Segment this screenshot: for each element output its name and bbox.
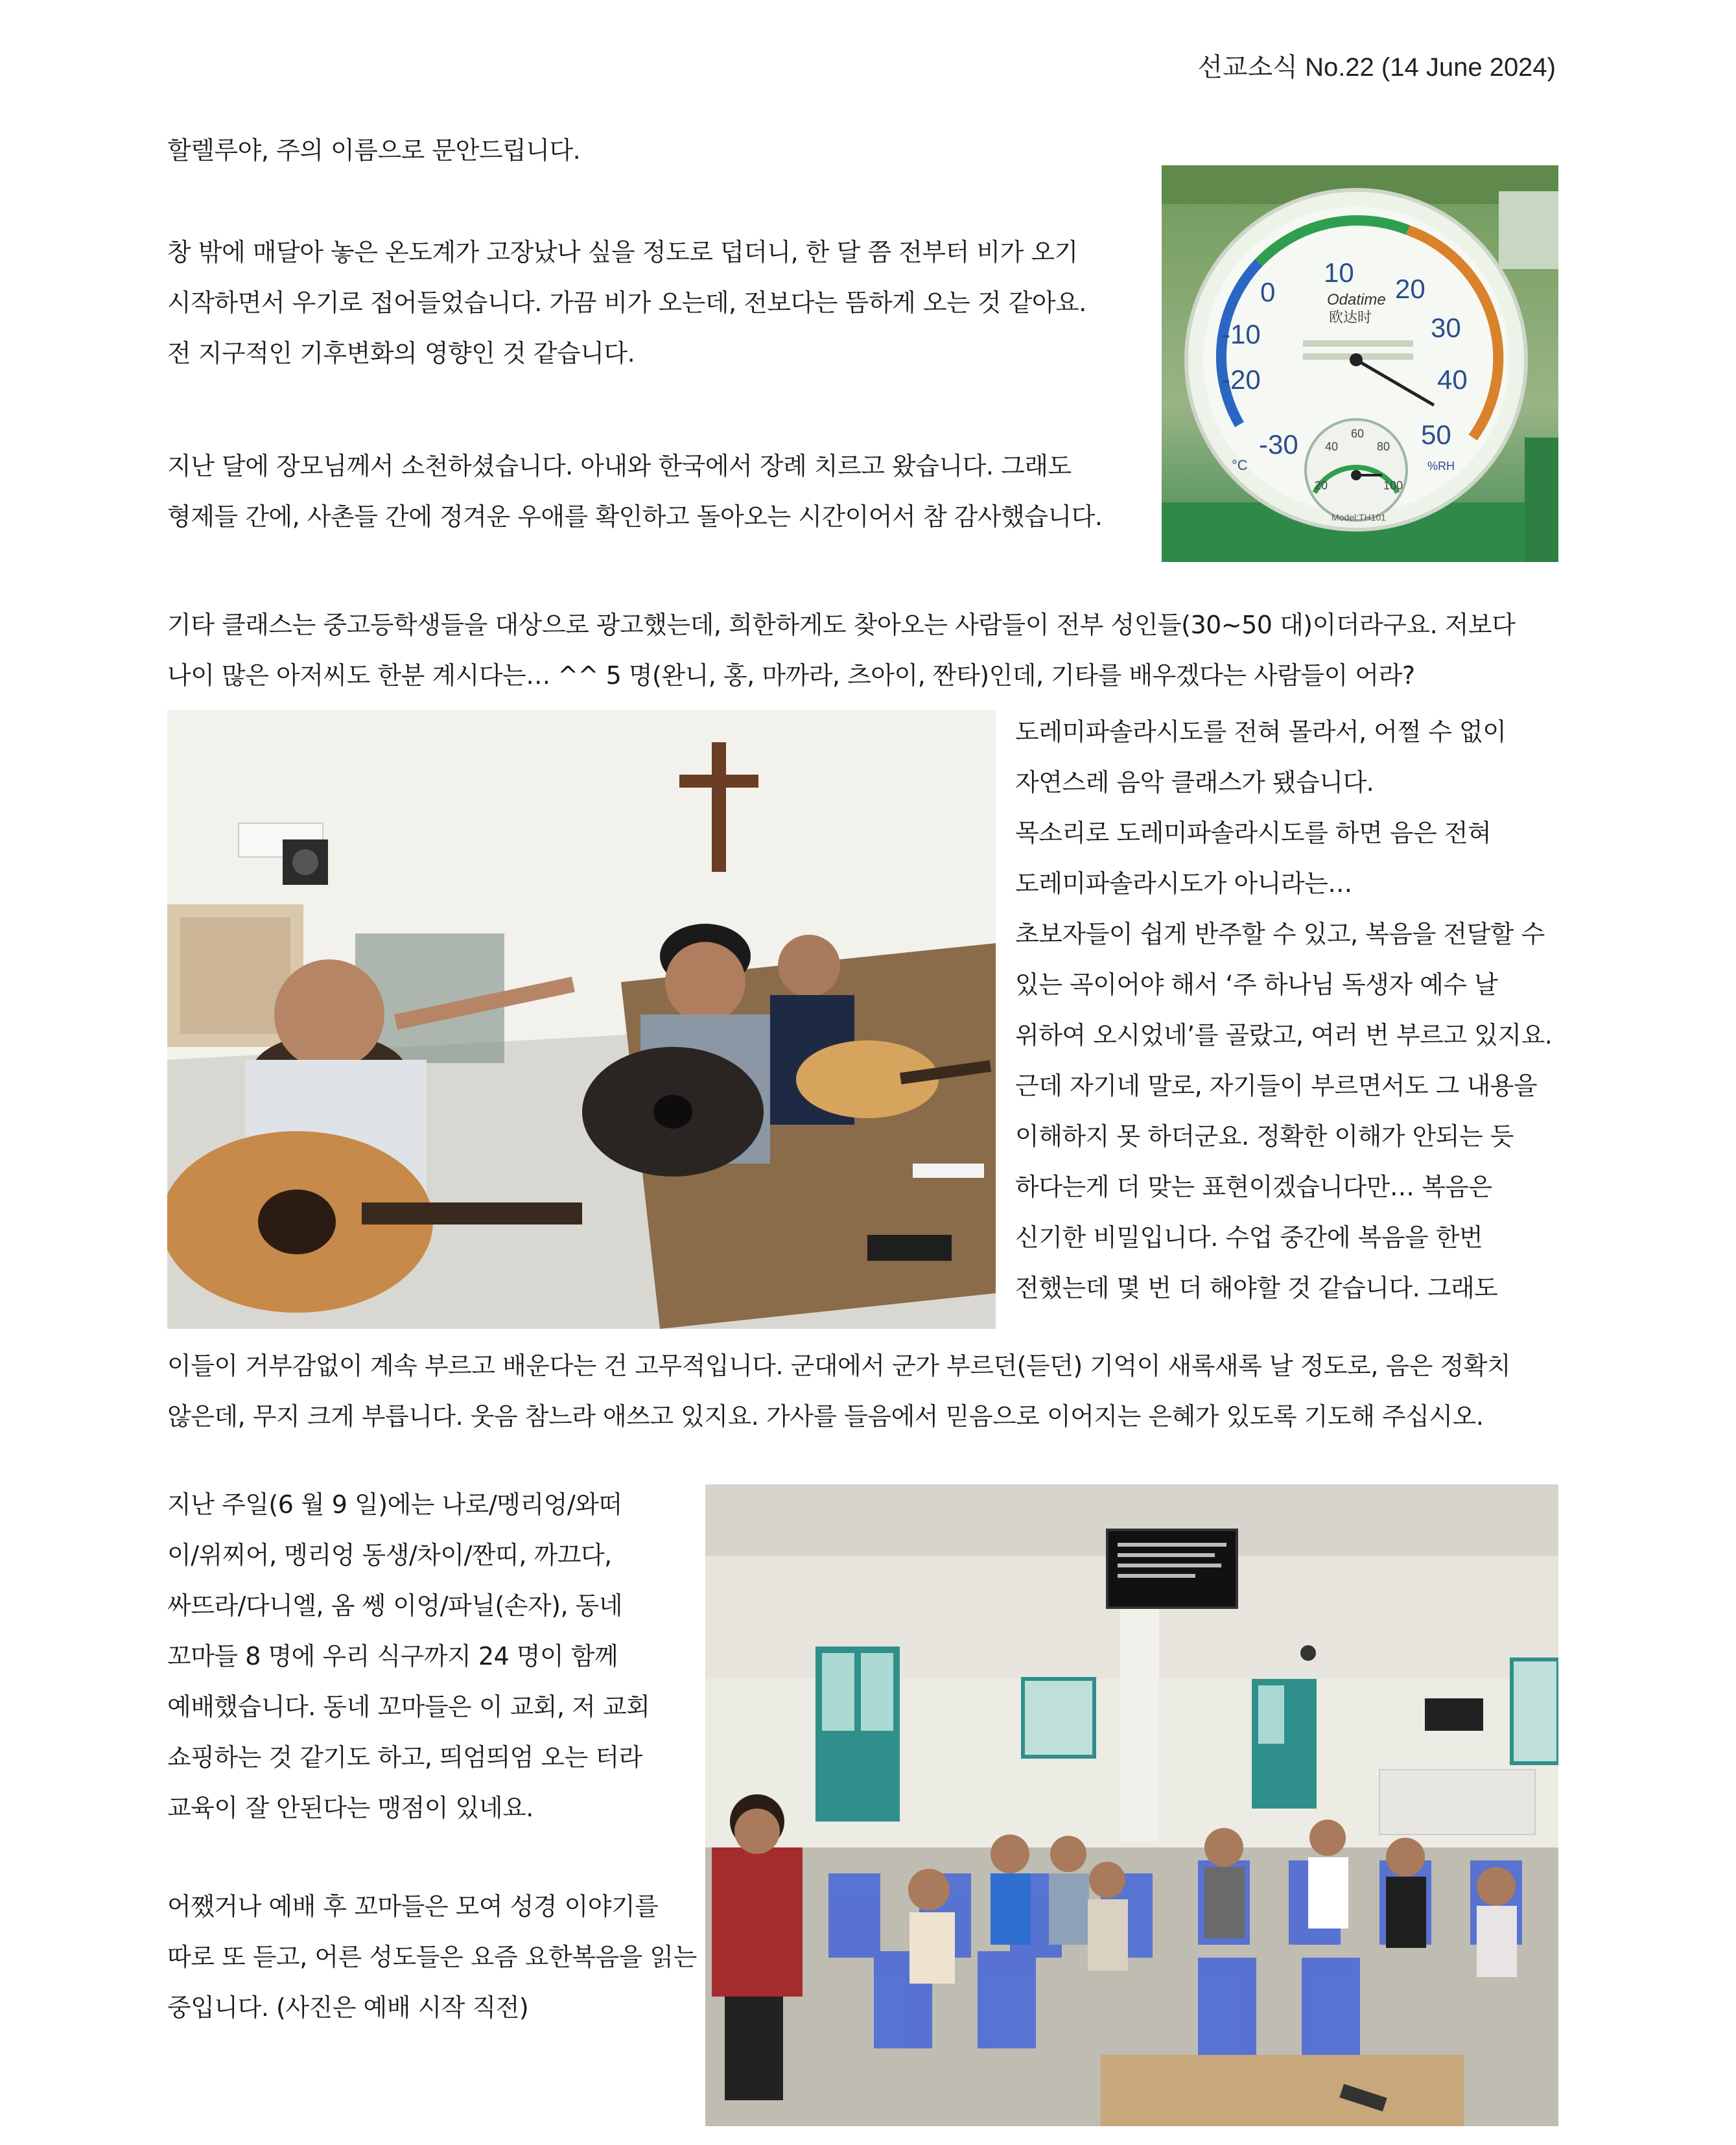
text-line: 교육이 잘 안된다는 맹점이 있네요. xyxy=(167,1794,534,1822)
guitar-side-paragraph xyxy=(1015,707,1552,1313)
text-line: 지난 주일(6 월 9 일)에는 나로/멩리엉/와떠 xyxy=(167,1490,622,1519)
weather-paragraph xyxy=(167,227,1086,379)
text-line: 지난 달에 장모님께서 소천하셨습니다. 아내와 한국에서 장례 치르고 왔습니다. 그래도 xyxy=(167,452,1072,480)
temp-tick: -10 xyxy=(1221,319,1261,349)
brand-label: Odatime xyxy=(1327,291,1386,309)
text-line: 있는 곡이어야 해서 ‘주 하나님 독생자 예수 날 xyxy=(1015,970,1498,999)
model-label: Model:TH101 xyxy=(1331,512,1387,522)
humidity-tick: 100 xyxy=(1383,479,1403,492)
guitar-class-photo xyxy=(167,710,996,1329)
newsletter-header: 선교소식 No.22 (14 June 2024) xyxy=(1197,53,1556,82)
unit-celsius: °C xyxy=(1232,457,1248,473)
text-line: 위하여 오시었네’를 골랐고, 여러 번 부르고 있지요. xyxy=(1015,1021,1553,1049)
temp-tick: -20 xyxy=(1221,364,1261,395)
text-line: 초보자들이 쉽게 반주할 수 있고, 복음을 전달할 수 xyxy=(1015,920,1545,948)
humidity-tick: 80 xyxy=(1377,440,1390,453)
humidity-tick: 40 xyxy=(1325,440,1339,453)
humidity-tick: 60 xyxy=(1351,427,1365,440)
guitar-end-paragraph xyxy=(167,1341,1510,1442)
text-line: 어쨌거나 예배 후 꼬마들은 모여 성경 이야기를 xyxy=(167,1892,659,1921)
text-line: 도레미파솔라시도가 아니라는… xyxy=(1015,869,1352,898)
text-line: 않은데, 무지 크게 부릅니다. 웃음 참느라 애쓰고 있지요. 가사를 들음에서 믿음으로 이어지는 은혜가 있도록 기도해 주십시오. xyxy=(167,1402,1484,1431)
text-line: 하다는게 더 맞는 표현이겠습니다만… 복음은 xyxy=(1015,1173,1492,1201)
family-paragraph xyxy=(167,441,1102,542)
text-line: 나이 많은 아저씨도 한분 계시다는… ^^ 5 명(완니, 홍, 마까라, 츠아이, 짠타)인데, 기타를 배우겠다는 사람들이 어라? xyxy=(167,661,1415,690)
text-line: 근데 자기네 말로, 자기들이 부르면서도 그 내용을 xyxy=(1015,1072,1538,1100)
temp-tick: 50 xyxy=(1421,419,1451,450)
text-line: 전 지구적인 기후변화의 영향인 것 같습니다. xyxy=(167,339,635,368)
worship-photo xyxy=(705,1484,1558,2126)
humidity-tick: 20 xyxy=(1315,479,1328,492)
text-line: 형제들 간에, 사촌들 간에 정겨운 우애를 확인하고 돌아오는 시간이어서 참 감사했습니다. xyxy=(167,502,1103,531)
text-line: 꼬마들 8 명에 우리 식구까지 24 명이 함께 xyxy=(167,1642,618,1670)
text-line: 예배했습니다. 동네 꼬마들은 이 교회, 저 교회 xyxy=(167,1693,650,1721)
temp-tick: 20 xyxy=(1395,274,1425,304)
text-line: 중입니다. (사진은 예배 시작 직전) xyxy=(167,1993,529,2022)
text-line: 싸뜨라/다니엘, 옴 쎙 이엉/파닐(손자), 동네 xyxy=(167,1591,623,1620)
worship-paragraph xyxy=(167,1479,650,1833)
text-line: 기타 클래스는 중고등학생들을 대상으로 광고했는데, 희한하게도 찾아오는 사람들이 전부 성인들(30~50 대)이더라구요. 저보다 xyxy=(167,611,1516,639)
text-line: 이해하지 못 하더군요. 정확한 이해가 안되는 듯 xyxy=(1015,1122,1514,1151)
unit-rh: %RH xyxy=(1427,460,1455,473)
guitar-intro-paragraph xyxy=(167,600,1515,701)
thermometer-photo xyxy=(1162,165,1558,562)
text-line: 도레미파솔라시도를 전혀 몰라서, 어쩔 수 없이 xyxy=(1015,718,1507,746)
temp-tick: 40 xyxy=(1437,364,1468,395)
text-line: 전했는데 몇 번 더 해야할 것 같습니다. 그래도 xyxy=(1015,1274,1498,1302)
temp-tick: 0 xyxy=(1260,277,1276,307)
text-line: 목소리로 도레미파솔라시도를 하면 음은 전혀 xyxy=(1015,819,1492,847)
temp-tick: 30 xyxy=(1431,312,1461,343)
temp-tick: 10 xyxy=(1324,257,1354,288)
temp-tick: -30 xyxy=(1259,429,1298,460)
text-line: 자연스레 음악 클래스가 됐습니다. xyxy=(1015,768,1374,797)
text-line: 따로 또 듣고, 어른 성도들은 요즘 요한복음을 읽는 xyxy=(167,1943,697,1971)
text-line: 쇼핑하는 것 같기도 하고, 띄엄띄엄 오는 터라 xyxy=(167,1743,642,1772)
text-line: 창 밖에 매달아 놓은 온도계가 고장났나 싶을 정도로 덥더니, 한 달 쯤 전부터 비가 오기 xyxy=(167,238,1078,266)
text-line: 이들이 거부감없이 계속 부르고 배운다는 건 고무적입니다. 군대에서 군가 부르던(듣던) 기억이 새록새록 날 정도로, 음은 정확치 xyxy=(167,1352,1511,1380)
text-line: 시작하면서 우기로 접어들었습니다. 가끔 비가 오는데, 전보다는 뜸하게 오는 것 같아요. xyxy=(167,288,1086,317)
closing-paragraph xyxy=(167,1881,697,2033)
brand-sub-label: 欧达时 xyxy=(1329,310,1372,326)
greeting-line: 할렐루야, 주의 이름으로 문안드립니다. xyxy=(167,136,581,165)
text-line: 이/위찌어, 멩리엉 동생/차이/짠띠, 까끄다, xyxy=(167,1541,612,1569)
text-line: 신기한 비밀입니다. 수업 중간에 복음을 한번 xyxy=(1015,1223,1483,1252)
